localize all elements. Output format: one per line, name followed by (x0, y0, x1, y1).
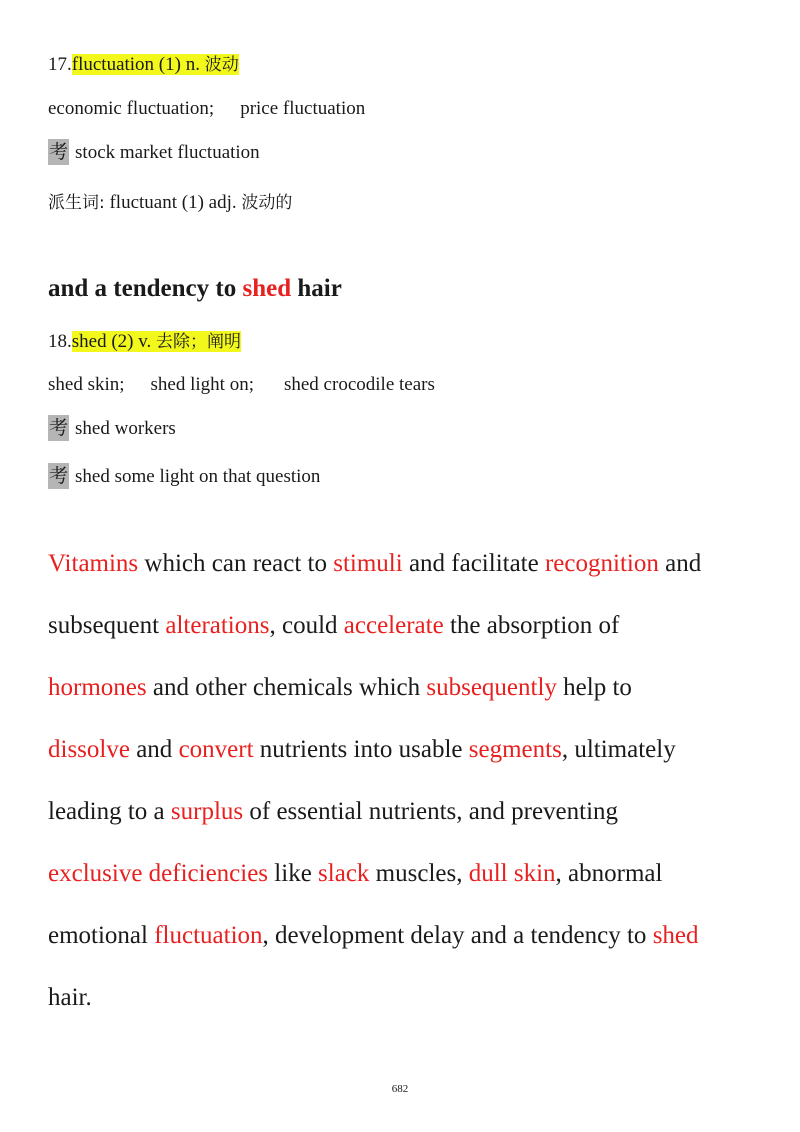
paragraph-text: the absorption of (443, 612, 620, 639)
exam-phrase: shed some light on that question (75, 466, 321, 487)
highlighted-keyword: surplus (170, 798, 244, 825)
entry-17-derivative (48, 188, 292, 214)
paragraph-text: like (268, 860, 319, 887)
paragraph-text: muscles, (369, 860, 469, 887)
collocation: shed skin; (48, 374, 125, 395)
highlighted-keyword: segments (468, 736, 562, 763)
highlighted-keyword: alterations (165, 612, 270, 639)
paragraph-text: subsequent (48, 612, 166, 639)
derivative-label: 派生词: (48, 193, 105, 213)
exam-phrase: shed workers (75, 418, 176, 439)
highlighted-keyword: hormones (48, 674, 147, 701)
collocation: price fluctuation (240, 98, 366, 119)
exam-phrase: stock market fluctuation (75, 142, 260, 163)
paragraph-text: , could (269, 612, 344, 639)
entry-18-exam-line-2 (48, 463, 320, 489)
paragraph-text: , abnormal (555, 860, 663, 887)
paragraph-text: and (129, 736, 179, 763)
highlighted-keyword: convert (178, 736, 254, 763)
exam-marker: 考 (49, 465, 69, 487)
paragraph-text: nutrients into usable (253, 736, 469, 763)
entry-17-headword: fluctuation (1) n. (71, 54, 205, 75)
page-number: 682 (391, 1083, 409, 1095)
entry-17-headword-highlight (72, 54, 239, 75)
entry-18-meaning: 去除；阐明 (156, 332, 241, 352)
paragraph-text: and other chemicals which (146, 674, 427, 701)
entry-18-headword-highlight (72, 331, 241, 352)
entry-18-title (48, 327, 241, 353)
paragraph-text: emotional (48, 922, 155, 949)
entry-17-number: 17. (48, 54, 72, 75)
entry-17-title (48, 50, 239, 76)
heading-before: and a tendency to (48, 275, 243, 302)
collocation: shed crocodile tears (283, 374, 435, 395)
entry-17-meaning: 波动 (204, 55, 239, 75)
highlighted-keyword: subsequently (426, 674, 557, 701)
paragraph-text: , ultimately (561, 736, 676, 763)
highlighted-keyword: accelerate (343, 612, 444, 639)
entry-18-headword: shed (2) v. (71, 331, 156, 352)
paragraph-line (48, 612, 619, 640)
heading-after: hair (291, 275, 342, 302)
paragraph-text: leading to a (48, 798, 171, 825)
highlighted-keyword: Vitamins (48, 550, 139, 577)
paragraph-text: which can react to (138, 550, 334, 577)
section-heading (48, 275, 342, 303)
paragraph-text: help to (556, 674, 632, 701)
paragraph-line (48, 550, 701, 578)
paragraph-line (48, 798, 618, 826)
paragraph-text: , development delay and a tendency to (262, 922, 653, 949)
paragraph-line (48, 860, 662, 888)
highlighted-keyword: recognition (544, 550, 659, 577)
paragraph-text: hair. (48, 984, 92, 1011)
highlighted-keyword: stimuli (333, 550, 403, 577)
highlighted-keyword: slack (318, 860, 370, 887)
collocation: economic fluctuation; (48, 98, 215, 119)
entry-17-collocations (48, 98, 365, 120)
highlighted-keyword: fluctuation (154, 922, 263, 949)
paragraph-text: and (658, 550, 702, 577)
derivative-word: fluctuant (1) adj. (104, 192, 242, 213)
entry-18-number: 18. (48, 331, 72, 352)
exam-marker: 考 (49, 417, 69, 439)
paragraph-line (48, 984, 92, 1012)
derivative-meaning: 波动的 (241, 193, 293, 213)
highlighted-keyword: dull skin (468, 860, 556, 887)
paragraph-text: of essential nutrients, and preventing (243, 798, 619, 825)
paragraph-line (48, 736, 676, 764)
highlighted-keyword: exclusive deficiencies (48, 860, 269, 887)
heading-keyword: shed (242, 275, 292, 302)
paragraph-line (48, 674, 632, 702)
paragraph-text: and facilitate (402, 550, 545, 577)
entry-17-exam-line (48, 139, 260, 165)
collocation: shed light on; (150, 374, 254, 395)
paragraph-line (48, 922, 699, 950)
highlighted-keyword: dissolve (48, 736, 130, 763)
entry-18-collocations (48, 374, 435, 396)
highlighted-keyword: shed (652, 922, 699, 949)
exam-marker: 考 (49, 141, 69, 163)
entry-18-exam-line-1 (48, 415, 176, 441)
